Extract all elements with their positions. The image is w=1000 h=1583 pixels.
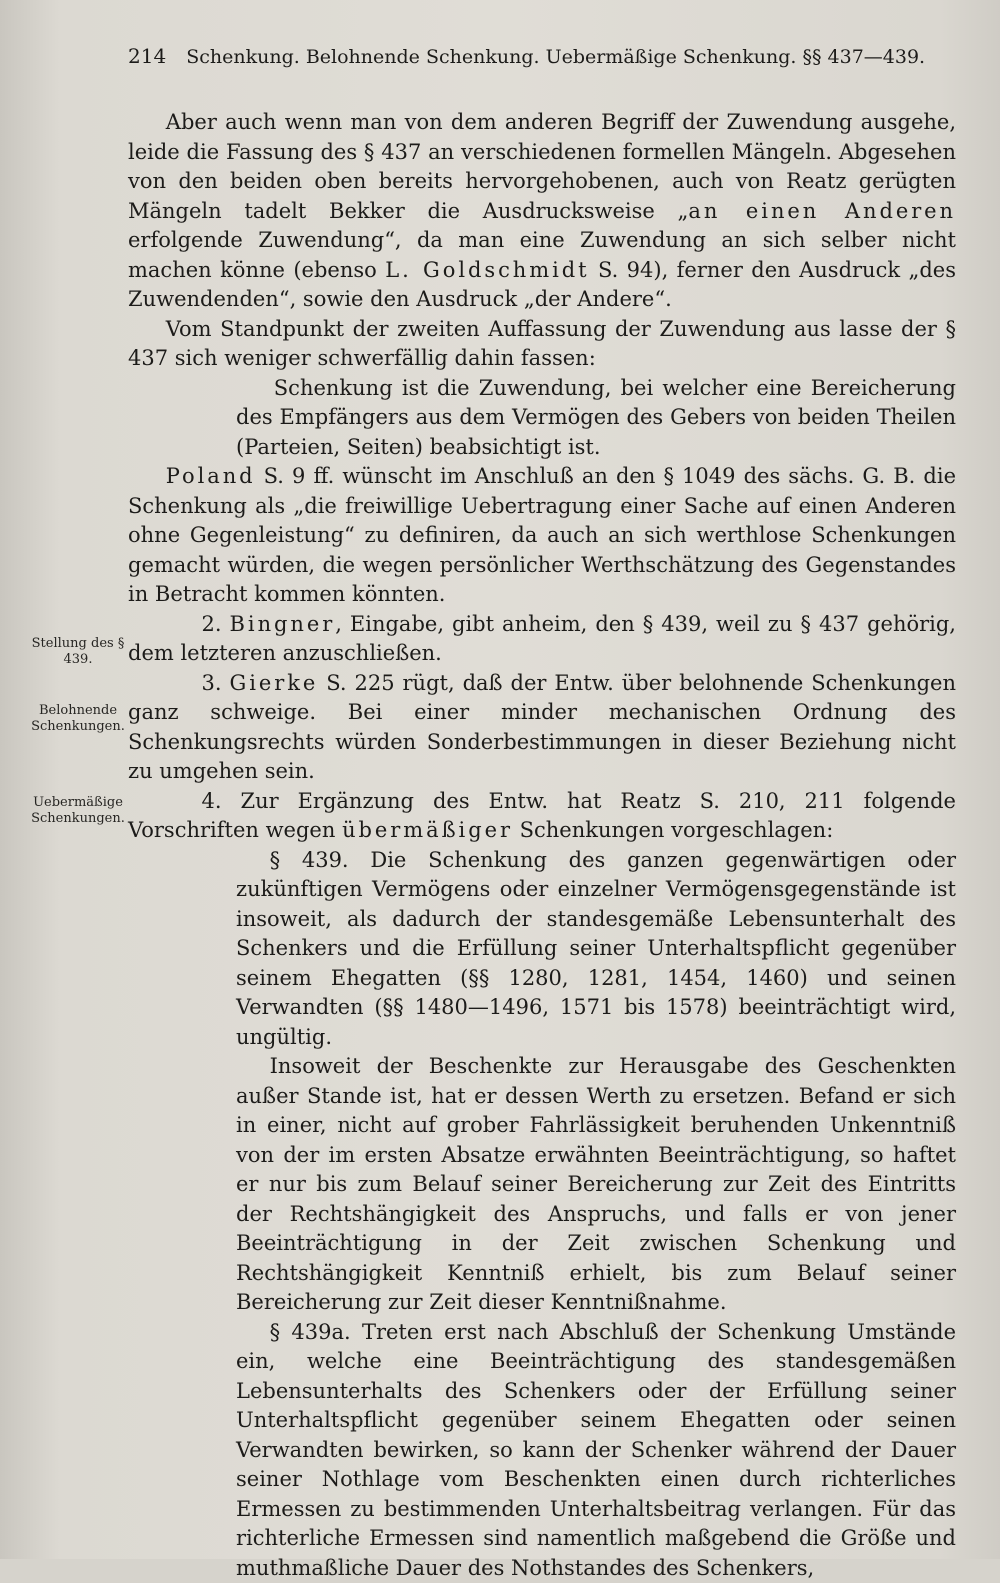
running-title: Schenkung. Belohnende Schenkung. Uebermäßige Schenkung. §§ 437—439. xyxy=(186,46,925,68)
running-header xyxy=(128,44,908,68)
numbered-paragraph: 2. Bingner, Eingabe, gibt anheim, den § 439, weil zu § 437 gehörig, dem letzteren anzuschließen. xyxy=(128,610,956,669)
paragraph: Poland S. 9 ff. wünscht im Anschluß an den § 1049 des sächs. G. B. die Schenkung als „die freiwillige Uebertragung einer Sache auf einen Anderen ohne Gegenleistung“ zu definiren, da auch an sich werthlose Schenkungen gemacht würden, die wegen persönlicher Werthschätzung des Gegenstandes in Betracht kommen könnten. xyxy=(128,462,956,610)
proposed-section-439-para2: Insoweit der Beschenkte zur Herausgabe des Geschenkten außer Stande ist, hat er dessen Werth zu ersetzen. Befand er sich in einer, nicht auf grober Fahrlässigkeit beruhenden Unkenntniß von der im ersten Absatze erwähnten Beeinträchtigung, so haftet er nur bis zum Belauf seiner Bereicherung zur Zeit des Eintritts der Rechtshängigkeit des Anspruchs, und falls er von jener Beeinträchtigung in der Zeit zwischen Schenkung und Rechtshängigkeit Kenntniß erhielt, bis zum Belauf seiner Bereicherung zur Zeit dieser Kenntnißnahme. xyxy=(236,1052,956,1318)
paragraph: Aber auch wenn man von dem anderen Begriff der Zuwendung ausgehe, leide die Fassung des § 437 an verschiedenen formellen Mängeln. Abgesehen von den beiden oben bereits hervorgehobenen, auch von Reatz gerügten Mängeln tadelt Bekker die Ausdrucksweise „an einen Anderen erfolgende Zuwendung“, da man eine Zuwendung an sich selber nicht machen könne (ebenso L. Goldschmidt S. 94), ferner den Ausdruck „des Zuwendenden“, sowie den Ausdruck „der Andere“. xyxy=(128,108,956,315)
spaced-name: Gierke xyxy=(230,671,319,695)
proposed-section-439a: § 439a. Treten erst nach Abschluß der Schenkung Umstände ein, welche eine Beeinträchtigung des standesgemäßen Lebensunterhalts des Schenkers oder der Erfüllung seiner Unterhaltspflicht gegenüber seinem Ehegatten oder seinen Verwandten bewirken, so kann der Schenker während der Dauer seiner Nothlage vom Beschenkten einen durch richterliches Ermessen zu bestimmenden Unterhaltsbeitrag verlangen. Für das richterliche Ermessen sind namentlich maßgebend die Größe und muthmaßliche Dauer des Nothstandes des Schenkers, xyxy=(236,1318,956,1583)
spaced-name: Poland xyxy=(166,464,256,488)
numbered-paragraph: 4. Zur Ergänzung des Entw. hat Reatz S. 210, 211 folgende Vorschriften wegen übermäßiger Schenkungen vorgeschlagen: xyxy=(128,787,956,846)
spaced-emphasis: übermäßiger xyxy=(342,818,513,842)
spaced-name: L. Goldschmidt xyxy=(385,258,589,282)
spaced-emphasis: an einen Anderen xyxy=(688,199,956,223)
proposed-section-439: § 439. Die Schenkung des ganzen gegenwärtigen oder zukünftigen Vermögens oder einzelner Vermögensgegenstände ist insoweit, als dadurch der standesgemäße Lebensunterhalt des Schenkers und die Erfüllung seiner Unterhaltspflicht gegenüber seinem Ehegatten (§§ 1280, 1281, 1454, 1460) und seinen Verwandten (§§ 1480—1496, 1571 bis 1578) beeinträchtigt wird, ungültig. xyxy=(236,846,956,1053)
paragraph: Vom Standpunkt der zweiten Auffassung der Zuwendung aus lasse der § 437 sich weniger schwerfällig dahin fassen: xyxy=(128,315,956,374)
quoted-definition: Schenkung ist die Zuwendung, bei welcher eine Bereicherung des Empfängers aus dem Vermögen des Gebers von beiden Theilen (Parteien, Seiten) beabsichtigt ist. xyxy=(236,374,956,463)
body-text xyxy=(128,108,956,1583)
margin-note-stellung: Stellung des § 439. xyxy=(30,636,126,668)
margin-note-belohnende: Belohnende Schenkungen. xyxy=(30,703,126,735)
spaced-name: Bingner xyxy=(230,612,336,636)
numbered-paragraph: 3. Gierke S. 225 rügt, daß der Entw. über belohnende Schenkungen ganz schweige. Bei einer minder mechanischen Ordnung des Schenkungsrechts würden Sonderbestimmungen in dieser Beziehung nicht zu umgehen sein. xyxy=(128,669,956,787)
page-number: 214 xyxy=(128,44,166,68)
margin-note-uebermaessige: Uebermäßige Schenkungen. xyxy=(30,795,126,827)
